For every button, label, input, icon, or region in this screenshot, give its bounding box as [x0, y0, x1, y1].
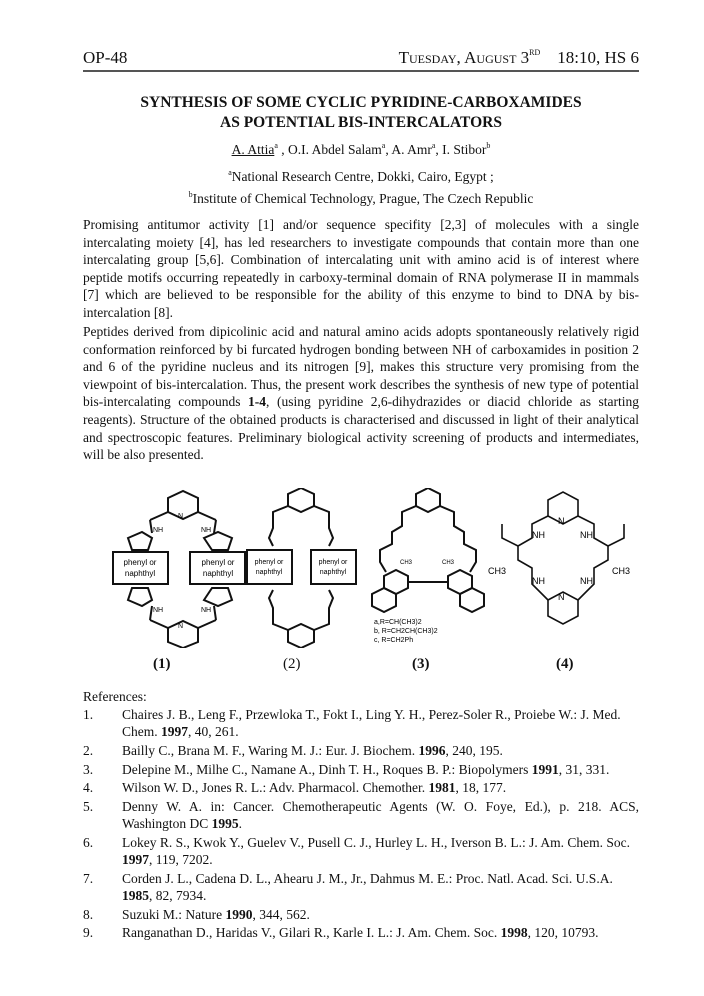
reference-item: 5. Denny W. A. in: Cancer. Chemotherapeutic Agents (W. O. Foye, Ed.), p. 218. ACS, Washington DC 1995. [83, 799, 639, 832]
aff-mark: b [486, 141, 491, 150]
svg-text:naphthyl: naphthyl [255, 569, 283, 576]
svg-text:NH: NH [532, 576, 545, 586]
svg-text:phenyl or: phenyl or [201, 558, 235, 567]
structure-4 [488, 488, 638, 672]
svg-text:naphthyl: naphthyl [124, 569, 156, 578]
abstract-paragraph-1: Promising antitumor activity [1] and/or sequence specifity [2,3] of molecules with a single intercalating moiety [4], has led researchers to investigate compounds that contain more than one intercalating group [5,6]. Combination of intercalating unit with amino acid is of interest where peptide motifs occurring repeatedly in carboxy-terminal domain of RNA polymerase II in mammals [7] which are believed to be responsible for the ability of this enzyme to bind to DNA by bis-intercalation [8]. [83, 217, 639, 320]
svg-text:CH3: CH3 [488, 566, 507, 576]
reference-item: 2. Bailly C., Brana M. F., Waring M. J.: Eur. J. Biochem. 1996, 240, 195. [83, 742, 503, 758]
structure-2-label: (2) [283, 656, 301, 672]
structure-3-label: (3) [412, 656, 430, 672]
reference-item: 4. Wilson W. D., Jones R. L.: Adv. Pharmacol. Chemother. 1981, 18, 177. [83, 780, 507, 796]
chemical-structures-figure [83, 488, 639, 678]
svg-text:phenyl or: phenyl or [254, 559, 284, 566]
session-code: OP-48 [83, 48, 128, 67]
svg-text:N: N [178, 623, 184, 630]
structure-2-drawing [243, 488, 363, 648]
svg-text:c, R=CH2Ph: c, R=CH2Ph [374, 637, 414, 644]
paper-title [83, 93, 639, 133]
author: I. Stibor [442, 142, 487, 157]
structure-4-drawing [488, 488, 638, 648]
svg-text:a,R=CH(CH3)2: a,R=CH(CH3)2 [374, 619, 422, 626]
day-suffix: RD [529, 48, 541, 57]
svg-text:N: N [558, 592, 565, 602]
author: O.I. Abdel Salam [288, 142, 382, 157]
svg-text:naphthyl: naphthyl [319, 569, 347, 576]
structure-1 [108, 488, 248, 672]
session-datetime [399, 48, 639, 68]
svg-text:b, R=CH2CH(CH3)2: b, R=CH2CH(CH3)2 [374, 628, 438, 635]
structure-4-label: (4) [556, 656, 574, 672]
svg-text:CH3: CH3 [612, 566, 631, 576]
compound-range: 1-4 [248, 394, 267, 410]
svg-text:phenyl or: phenyl or [123, 558, 157, 567]
reference-item: 9. Ranganathan D., Haridas V., Gilari R., Karle I. L.: J. Am. Chem. Soc. 1998, 120, 10793. [83, 925, 599, 941]
reference-item: 3. Delepine M., Milhe C., Namane A., Dinh T. H., Roques B. P.: Biopolymers 1991, 31, 331. [83, 761, 610, 777]
structure-3 [366, 488, 496, 672]
title-line-2: AS POTENTIAL BIS-INTERCALATORS [220, 114, 502, 131]
reference-item: 8. Suzuki M.: Nature 1990, 344, 562. [83, 906, 310, 922]
svg-text:CH3: CH3 [442, 560, 455, 566]
affiliation-b: $^b$Institute of Chemical Technology, Prague, The Czech Republic [188, 190, 534, 206]
session-day: Tuesday, August 3 [398, 48, 530, 67]
svg-text:NH: NH [580, 576, 593, 586]
references-heading: References: [83, 689, 147, 704]
author-presenting: A. Attia [231, 142, 275, 157]
svg-text:NH: NH [201, 527, 212, 534]
svg-text:NH: NH [532, 530, 545, 540]
reference-item: 7. Corden J. L., Cadena D. L., Ahearu J. M., Jr., Dahmus M. E.: Proc. Natl. Acad. Sci. U.S.A. 1985, 82, 7934. [83, 870, 613, 904]
page-header [83, 48, 639, 72]
svg-text:CH3: CH3 [400, 560, 413, 566]
structure-1-drawing [108, 488, 248, 648]
structure-1-label: (1) [153, 656, 171, 672]
svg-text:NH: NH [580, 530, 593, 540]
aff-mark: a [381, 141, 386, 150]
reference-list [83, 706, 639, 943]
session-time-room: 18:10, HS 6 [557, 48, 639, 67]
reference-item: 1. Chaires J. B., Leng F., Przewloka T., Fokt I., Ling Y. H., Perez-Soler R., Proiebe W.: J. Med. Chem. 1997, 40, 261. [83, 707, 621, 740]
aff-mark: a [274, 141, 278, 150]
structure-3-drawing [366, 488, 496, 648]
aff-mark: a [431, 141, 436, 150]
svg-text:N: N [558, 516, 565, 526]
svg-text:NH: NH [201, 607, 212, 614]
author: A. Amr [391, 142, 432, 157]
affiliations [83, 164, 639, 208]
svg-text:NH: NH [153, 607, 164, 614]
affiliation-a: $^a$National Research Centre, Dokki, Cairo, Egypt ; [228, 168, 494, 184]
structure-2 [243, 488, 363, 672]
svg-text:phenyl or: phenyl or [318, 559, 348, 566]
svg-text:NH: NH [153, 527, 164, 534]
author-list: A. Attia$^a$ , O.I. Abdel Salam$^a$, A. Amr$^a$, I. Stibor$^b$ [231, 141, 491, 157]
svg-text:N: N [178, 513, 184, 520]
svg-text:naphthyl: naphthyl [202, 569, 234, 578]
title-line-1: SYNTHESIS OF SOME CYCLIC PYRIDINE-CARBOXAMIDES [140, 94, 582, 111]
abstract-paragraph-2: Peptides derived from dipicolinic acid and natural amino acids adopts spontaneously relatively rigid conformation reinforced by bi furcated hydrogen bonding between NH of carboxamides in position 2 and 6 of the pyridine nucleus and its nitrogen [9], makes this structure very promising from the viewpoint of bis-intercalation. Thus, the present work describes the synthesis of new type of potential bis-intercalating compounds 1-4, (using pyridine 2,6-dihydrazides or diacid chloride as starting reagents). Structure of the obtained products is characterised and discussed in light of their analytical and spectroscopic features. Preliminary biological activity screening of products and intermediates, will be also presented. [83, 324, 639, 463]
reference-item: 6. Lokey R. S., Kwok Y., Guelev V., Pusell C. J., Hurley L. H., Iverson B. L.: J. Am. Chem. Soc. 1997, 119, 7202. [83, 834, 630, 868]
